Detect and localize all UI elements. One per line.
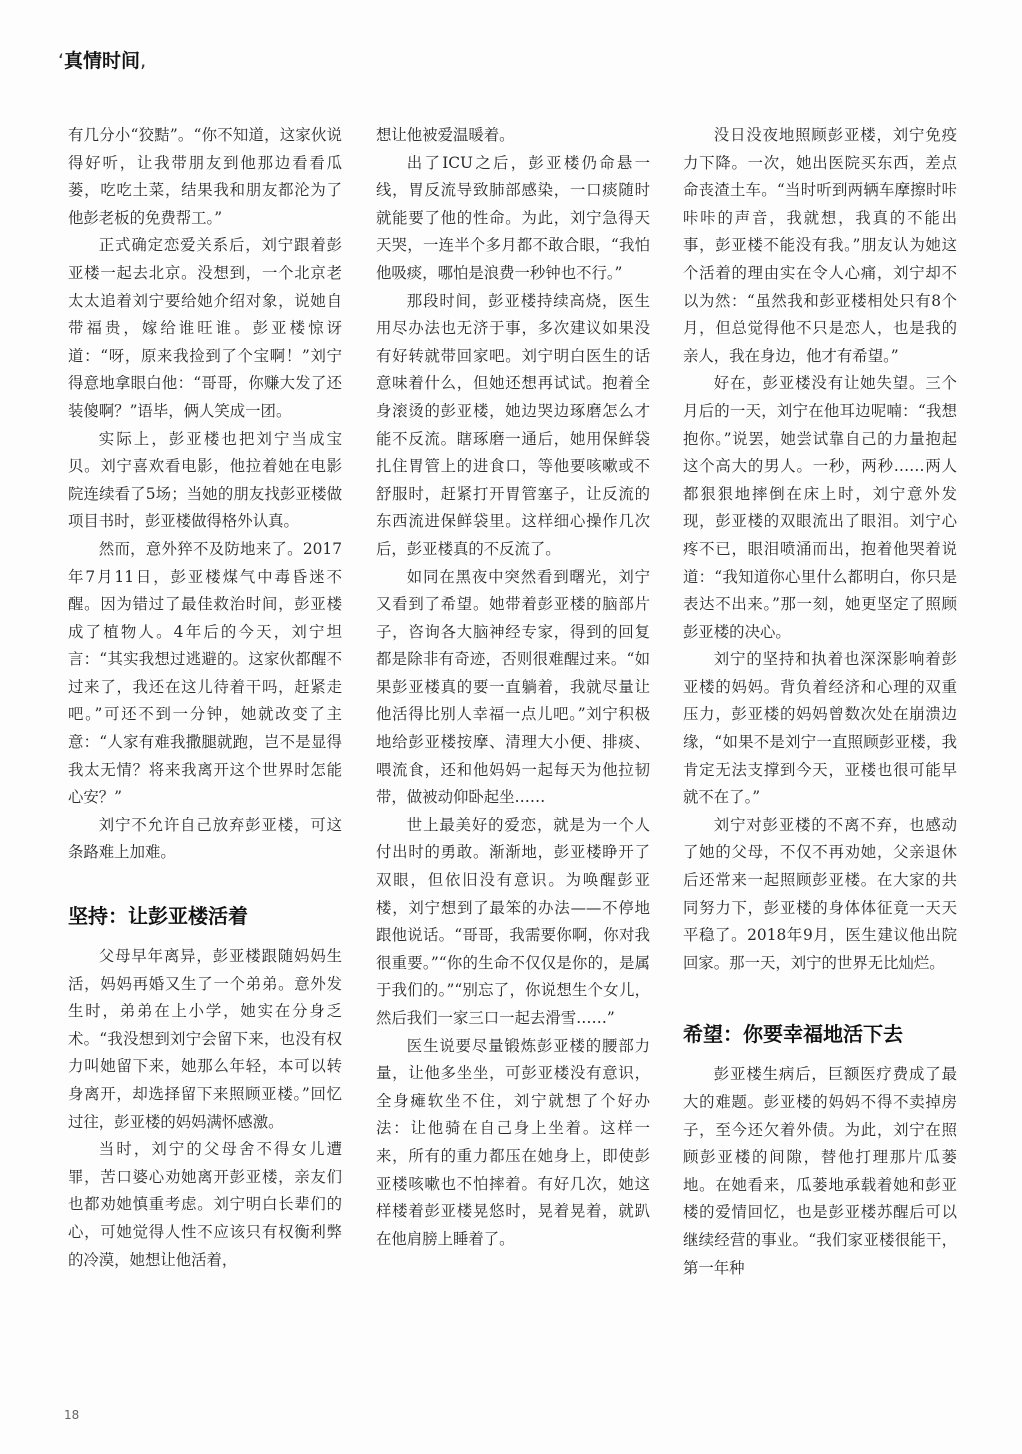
paragraph: 那段时间，彭亚楼持续高烧，医生用尽办法也无济于事，多次建议如果没有好转就带回家吧。刘宁明白医生的话意味着什么，但她还想再试试。抱着全身滚烫的彭亚楼，她边哭边琢磨怎么才能不反流。瞎琢磨一通后，她用保鲜袋扎住胃管上的进食口，等他要咳嗽或不舒服时，赶紧打开胃管塞子，让反流的东西流进保鲜袋里。这样细心操作几次后，彭亚楼真的不反流了。 bbox=[376, 291, 650, 558]
paragraph: 世上最美好的爱恋，就是为一个人付出时的勇敢。渐渐地，彭亚楼睁开了双眼，但依旧没有意识。为唤醒彭亚楼，刘宁想到了最笨的办法——不停地跟他说话。“哥哥，我需要你啊，你对我很重要。”“你的生命不仅仅是你的，是属于我们的。”“别忘了，你说想生个女儿，然后我们一家三口一起去滑雪……” bbox=[376, 815, 650, 1027]
paragraph: 父母早年离异，彭亚楼跟随妈妈生活，妈妈再婚又生了一个弟弟。意外发生时，弟弟在上小学，她实在分身乏术。“我没想到刘宁会留下来，也没有权力叫她留下来，她那么年轻，本可以转身离开，却选择留下来照顾亚楼。”回忆过往，彭亚楼的妈妈满怀感激。 bbox=[68, 947, 342, 1131]
paragraph: 刘宁不允许自己放弃彭亚楼，可这条路难上加难。 bbox=[68, 815, 342, 862]
section-header: ‘真情时间, bbox=[58, 50, 147, 72]
text-column-3 bbox=[683, 122, 957, 1282]
paragraph: 刘宁对彭亚楼的不离不弃，也感动了她的父母，不仅不再劝她，父亲退休后还常来一起照顾彭亚楼。在大家的共同努力下，彭亚楼的身体体征竟一天天平稳了。2018年9月，医生建议他出院回家。那一天，刘宁的世界无比灿烂。 bbox=[683, 815, 957, 972]
text-column-1 bbox=[68, 122, 342, 1274]
paragraph: 当时，刘宁的父母舍不得女儿遭罪，苦口婆心劝她离开彭亚楼，亲友们也都劝她慎重考虑。刘宁明白长辈们的心，可她觉得人性不应该只有权衡利弊的冷漠，她想让他活着， bbox=[68, 1140, 342, 1269]
paragraph: 出了ICU之后，彭亚楼仍命悬一线，胃反流导致肺部感染，一口痰随时就能要了他的性命。为此，刘宁急得天天哭，一连半个多月都不敢合眼，“我怕他吸痰，哪怕是浪费一秒钟也不行。” bbox=[376, 153, 650, 282]
paragraph: 没日没夜地照顾彭亚楼，刘宁免疫力下降。一次，她出医院买东西，差点命丧渣土车。“当时听到两辆车摩擦时咔咔咔的声音，我就想，我真的不能出事，彭亚楼不能没有我。”朋友认为她这个活着的理由实在令人心痛，刘宁却不以为然：“虽然我和彭亚楼相处只有8个月，但总觉得他不只是恋人，也是我的亲人，我在身边，他才有希望。” bbox=[683, 126, 957, 365]
paragraph: 如同在黑夜中突然看到曙光，刘宁又看到了希望。她带着彭亚楼的脑部片子，咨询各大脑神经专家，得到的回复都是除非有奇迹，否则很难醒过来。“如果彭亚楼真的要一直躺着，我就尽量让他活得比别人幸福一点儿吧。”刘宁积极地给彭亚楼按摩、清理大小便、排痰、喂流食，还和他妈妈一起每天为他拉韧带，做被动仰卧起坐…… bbox=[376, 567, 650, 807]
paragraph: 好在，彭亚楼没有让她失望。三个月后的一天，刘宁在他耳边呢喃：“我想抱你。”说罢，她尝试靠自己的力量抱起这个高大的男人。一秒，两秒……两人都狠狠地摔倒在床上时，刘宁意外发现，彭亚楼的双眼流出了眼泪。刘宁心疼不已，眼泪喷涌而出，抱着他哭着说道：“我知道你心里什么都明白，你只是表达不出来。”那一刻，她更坚定了照顾彭亚楼的决心。 bbox=[683, 374, 957, 641]
paragraph: 彭亚楼生病后，巨额医疗费成了最大的难题。彭亚楼的妈妈不得不卖掉房子，至今还欠着外债。为此，刘宁在照顾彭亚楼的间隙，替他打理那片瓜蒌地。在她看来，瓜蒌地承载着她和彭亚楼的爱情回忆，也是彭亚楼苏醒后可以继续经营的事业。“我们家亚楼很能干，第一年种 bbox=[683, 1065, 957, 1277]
paragraph: 实际上，彭亚楼也把刘宁当成宝贝。刘宁喜欢看电影，他拉着她在电影院连续看了5场；当她的朋友找彭亚楼做项目书时，彭亚楼做得格外认真。 bbox=[68, 429, 342, 531]
section-heading: 坚持：让彭亚楼活着 bbox=[68, 904, 248, 929]
paragraph: 医生说要尽量锻炼彭亚楼的腰部力量，让他多坐坐，可彭亚楼没有意识，全身瘫软坐不住，刘宁就想了个好办法：让他骑在自己身上坐着。这样一来，所有的重力都压在她身上，即使彭亚楼咳嗽也不怕摔着。有好几次，她这样楼着彭亚楼晃悠时，晃着晃着，就趴在他肩膀上睡着了。 bbox=[376, 1036, 650, 1248]
page-number: 18 bbox=[64, 1408, 80, 1422]
paragraph: 刘宁的坚持和执着也深深影响着彭亚楼的妈妈。背负着经济和心理的双重压力，彭亚楼的妈妈曾数次处在崩溃边缘，“如果不是刘宁一直照顾彭亚楼，我肯定无法支撑到今天，亚楼也很可能早就不在了。” bbox=[683, 650, 957, 807]
paragraph: 想让他被爱温暖着。 bbox=[376, 126, 515, 144]
section-title: 真情时间 bbox=[64, 50, 141, 72]
paragraph: 然而，意外猝不及防地来了。2017年7月11日，彭亚楼煤气中毒昏迷不醒。因为错过了最佳救治时间，彭亚楼成了植物人。4年后的今天，刘宁坦言：“其实我想过逃避的。这家伙都醒不过来了，我还在这儿待着干吗，赶紧走吧。”可还不到一分钟，她就改变了主意：“人家有难我撒腿就跑，岂不是显得我太无情？将来我离开这个世界时怎能心安？” bbox=[68, 539, 342, 807]
text-column-2 bbox=[376, 122, 650, 1253]
section-heading: 希望：你要幸福地活下去 bbox=[683, 1022, 903, 1047]
paragraph: 有几分小“狡黠”。“你不知道，这家伙说得好听，让我带朋友到他那边看看瓜蒌，吃吃土菜，结果我和朋友都沦为了他彭老板的免费帮工。” bbox=[68, 126, 342, 227]
paragraph: 正式确定恋爱关系后，刘宁跟着彭亚楼一起去北京。没想到，一个北京老太太追着刘宁要给她介绍对象，说她自带福贵，嫁给谁旺谁。彭亚楼惊讶道：“呀，原来我捡到了个宝啊！”刘宁得意地拿眼白他：“哥哥，你赚大发了还装傻啊？”语毕，俩人笑成一团。 bbox=[68, 236, 342, 420]
